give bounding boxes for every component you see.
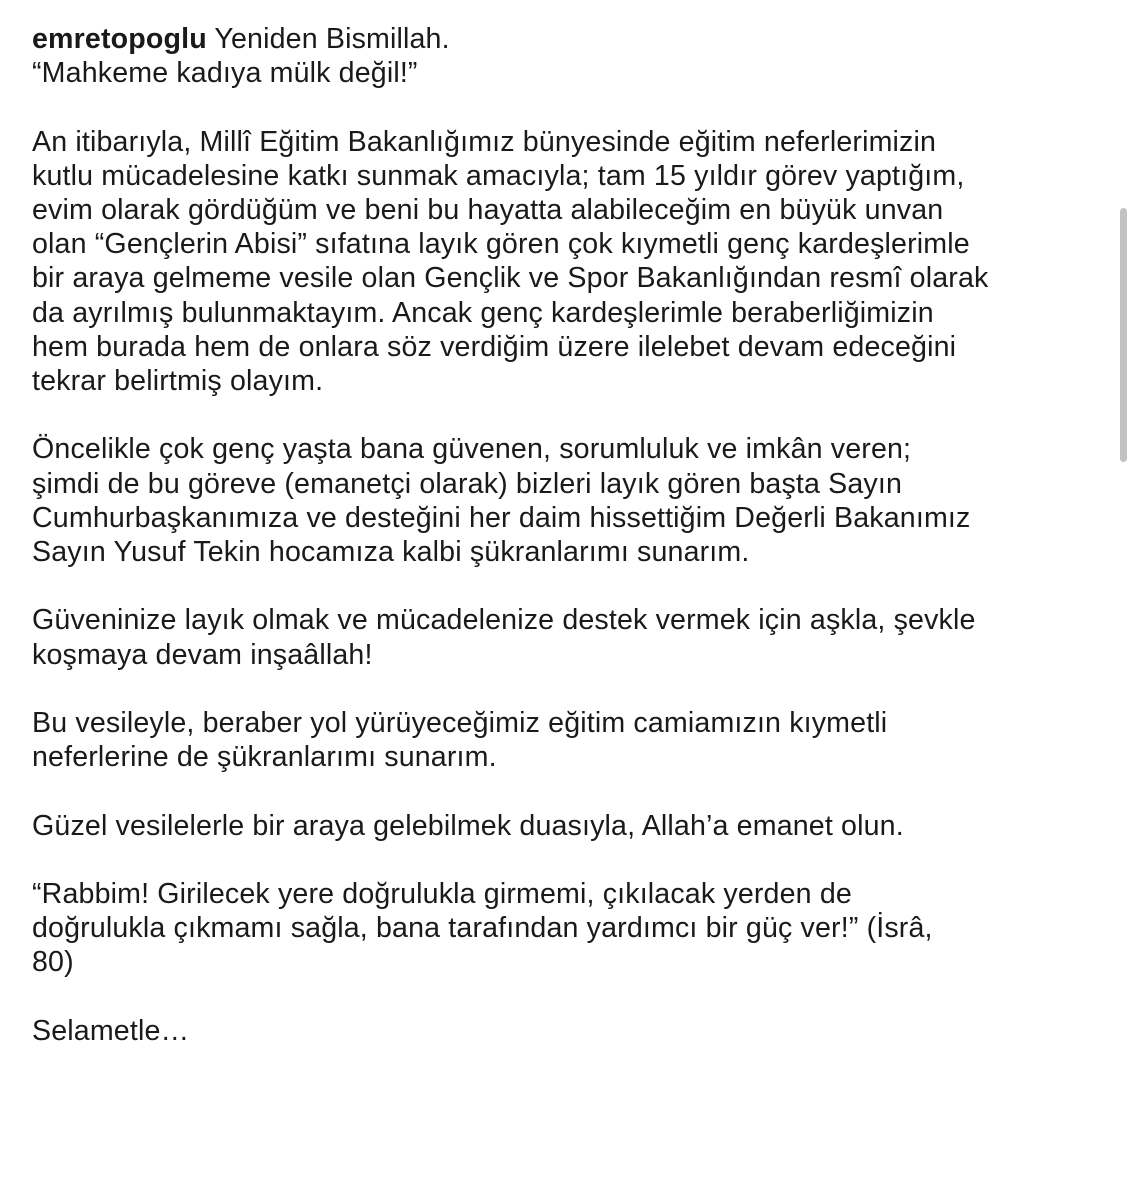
text-line: Sayın Yusuf Tekin hocamıza kalbi şükranlarımı sunarım.: [32, 536, 750, 569]
text-line: Güzel vesilelerle bir araya gelebilmek duasıyla, Allah’a emanet olun.: [32, 809, 904, 842]
paragraph-6-quote: [32, 877, 1102, 980]
paragraph-4: [32, 706, 1102, 774]
text-line: şimdi de bu göreve (emanetçi olarak) bizleri layık gören başta Sayın: [32, 467, 903, 500]
text-line: doğrulukla çıkmamı sağla, bana tarafından yardımcı bir güç ver!” (İsrâ,: [32, 912, 933, 945]
paragraph-1: [32, 125, 1102, 399]
text-line: Öncelikle çok genç yaşta bana güvenen, sorumluluk ve imkân veren;: [32, 433, 912, 466]
text-line: Bu vesileyle, beraber yol yürüyeceğimiz eğitim camiamızın kıymetli: [32, 707, 888, 739]
text-line: kutlu mücadelesine katkı sunmak amacıyla; tam 15 yıldır görev yaptığım,: [32, 159, 965, 192]
caption-subtitle: “Mahkeme kadıya mülk değil!”: [32, 57, 418, 90]
text-line: An itibarıyla, Millî Eğitim Bakanlığımız bünyesinde eğitim neferlerimizin: [32, 125, 937, 158]
paragraph-5: [32, 809, 1102, 843]
text-line: “Rabbim! Girilecek yere doğrulukla girmemi, çıkılacak yerden de: [32, 877, 852, 910]
paragraph-3: [32, 603, 1102, 671]
paragraph-2: [32, 432, 1102, 569]
post-caption: [32, 22, 1102, 1048]
username[interactable]: emretopoglu: [32, 23, 207, 55]
text-line: Cumhurbaşkanımıza ve desteğini her daim hissettiğim Değerli Bakanımız: [32, 501, 971, 534]
text-line: koşmaya devam inşaâllah!: [32, 638, 373, 671]
text-line: Güveninize layık olmak ve mücadelenize destek vermek için aşkla, şevkle: [32, 604, 976, 637]
text-line: hem burada hem de onlara söz verdiğim üzere ilelebet devam edeceğini: [32, 330, 957, 363]
text-line: 80): [32, 946, 74, 979]
text-line: da ayrılmış bulunmaktayım. Ancak genç kardeşlerimle beraberliğimizin: [32, 296, 934, 329]
paragraph-7-signoff: [32, 1014, 1102, 1048]
text-line: evim olarak gördüğüm ve beni bu hayatta alabileceğim en büyük unvan: [32, 194, 944, 226]
text-line: olan “Gençlerin Abisi” sıfatına layık gören çok kıymetli genç kardeşlerimle: [32, 228, 970, 261]
caption-header: [32, 22, 1102, 56]
text-line: Selametle…: [32, 1014, 190, 1047]
scrollbar-thumb[interactable]: [1120, 208, 1127, 462]
header-text: Yeniden Bismillah.: [214, 23, 450, 55]
text-line: neferlerine de şükranlarımı sunarım.: [32, 741, 497, 774]
text-line: bir araya gelmeme vesile olan Gençlik ve Spor Bakanlığından resmî olarak: [32, 262, 989, 295]
text-line: tekrar belirtmiş olayım.: [32, 365, 324, 398]
